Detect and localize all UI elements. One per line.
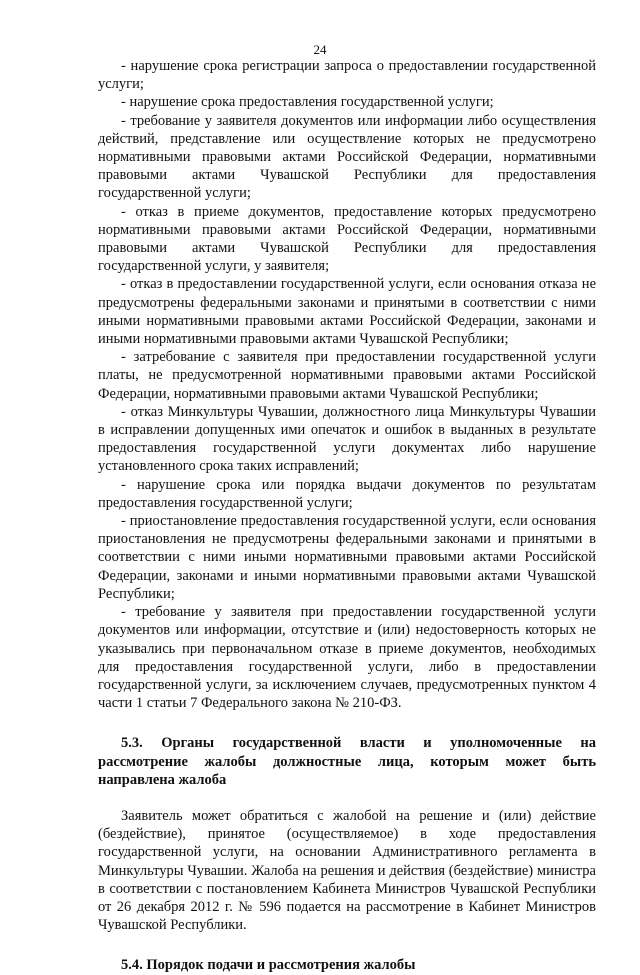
section-5-3-body: Заявитель может обратиться с жалобой на решение и (или) действие (бездействие), принятое (осуществляемое) в ходе предоставления государственной услуги, на основании Административного регламента в Минкультуры Чувашии. Жалоба на решения и действия (бездействие) министра в соответствии с постановлением Кабинета Министров Чувашской Республики от 26 декабря 2012 г. № 596 подается на рассмотрение в Кабинет Министров Чувашской Республики. (98, 807, 596, 934)
list-item: - затребование с заявителя при предоставлении государственной услуги платы, не предусмотренной нормативными правовыми актами Российской Федерации, нормативными правовыми актами Чувашской Республики; (98, 349, 596, 402)
section-heading-5-4: 5.4. Порядок подачи и рассмотрения жалобы (121, 957, 416, 974)
section-spacer (98, 934, 596, 956)
list-item: - требование у заявителя документов или информации либо осуществления действий, представление или осуществление которых не предусмотрено нормативными правовыми актами Российской Федерации, нормативными правовыми актами Чувашской Республики для предоставления государственной услуги; (98, 112, 596, 202)
page-number: 24 (313, 42, 327, 57)
page-content (98, 57, 596, 975)
list-item: - отказ Минкультуры Чувашии, должностного лица Минкультуры Чувашии в исправлении допущенных ими опечаток и ошибок в выданных в результате предоставления государственной услуги документах либо нарушение установленного срока таких исправлений; (98, 403, 596, 475)
list-item: - нарушение срока предоставления государственной услуги; (121, 94, 494, 111)
section-spacer (98, 789, 596, 807)
list-item: - отказ в предоставлении государственной услуги, если основания отказа не предусмотрены федеральными законами и принятыми в соответствии с ними иными нормативными правовыми актами Российской Федерации, законами и иными нормативными правовыми актами Чувашской Республики; (98, 276, 596, 348)
list-item: - нарушение срока или порядка выдачи документов по результатам предоставления государственной услуги; (98, 476, 596, 511)
list-item: - нарушение срока регистрации запроса о предоставлении государственной услуги; (98, 58, 596, 93)
section-spacer (98, 712, 596, 734)
list-item: - требование у заявителя при предоставлении государственной услуги документов или информации, отсутствие и (или) недостоверность которых не указывались при первоначальном отказе в приеме документов, необходимых для предоставления государственной услуги, либо в предоставлении государственной услуги, за исключением случаев, предусмотренных пунктом 4 части 1 статьи 7 Федерального закона № 210-ФЗ. (98, 604, 596, 712)
list-item: - приостановление предоставления государственной услуги, если основания приостановления не предусмотрены федеральными законами и принятыми в соответствии с ними иными нормативными правовыми актами Российской Федерации, законами и иными нормативными правовыми актами Чувашской Республики; (98, 513, 596, 602)
section-heading-5-3: 5.3. Органы государственной власти и уполномоченные на рассмотрение жалобы должностные лица, которым может быть направлена жалоба (98, 735, 596, 788)
list-item: - отказ в приеме документов, предоставление которых предусмотрено нормативными правовыми актами Российской Федерации, нормативными правовыми актами Чувашской Республики для предоставления государственной услуги, у заявителя; (98, 203, 596, 275)
